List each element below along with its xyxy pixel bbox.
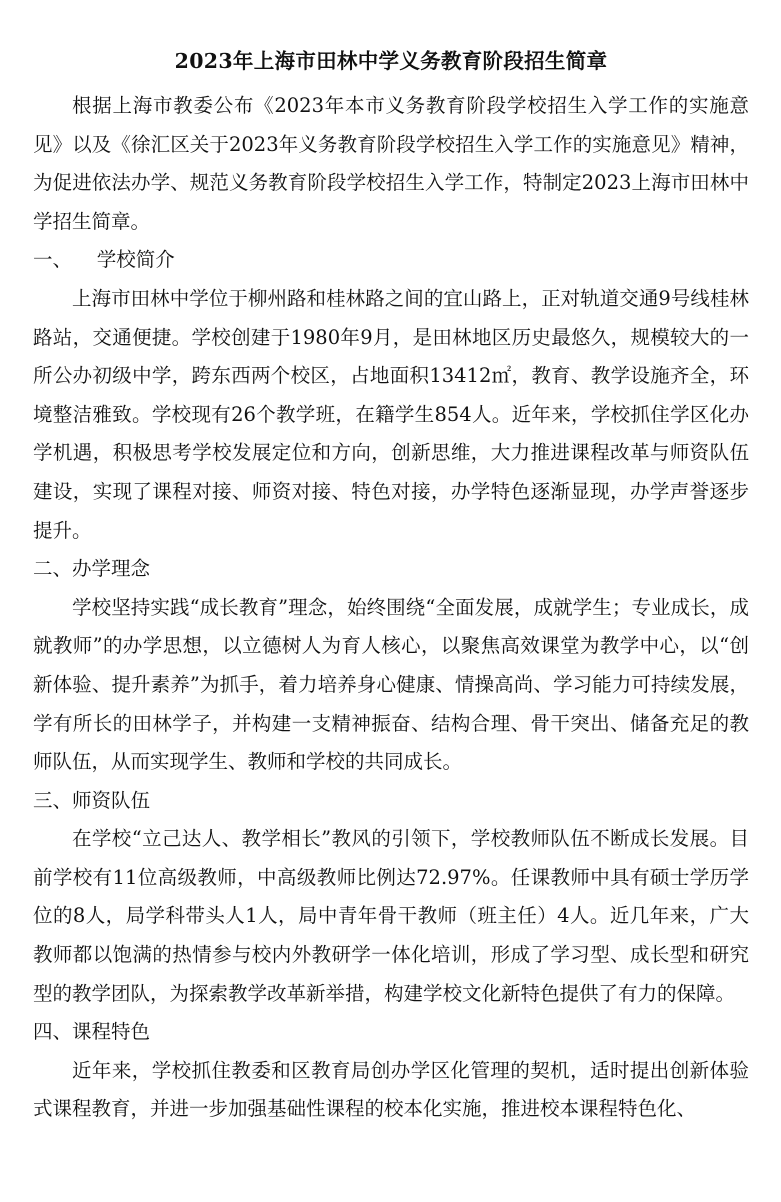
section-body-curriculum: 近年来，学校抓住教委和区教育局创办学区化管理的契机，适时提出创新体验式课程教育，并进一步加强基础性课程的校本化实施，推进校本课程特色化、 <box>33 1058 749 1121</box>
section-philosophy <box>33 550 749 782</box>
section-heading-teachers: 三、师资队伍 <box>33 788 151 812</box>
section-body-philosophy: 学校坚持实践“成长教育”理念，始终围绕“全面发展，成就学生；专业成长，成就教师”的办学思想，以立德树人为育人核心，以聚焦高效课堂为教学中心，以“创新体验、提升素养”为抓手，着力培养身心健康、情操高尚、学习能力可持续发展，学有所长的田林学子，并构建一支精神振奋、结构合理、骨干突出、储备充足的教师队伍，从而实现学生、教师和学校的共同成长。 <box>33 595 749 774</box>
section-teachers <box>33 782 749 1014</box>
document-body <box>33 87 749 1129</box>
section-curriculum <box>33 1013 749 1129</box>
section-heading-curriculum: 四、课程特色 <box>33 1020 151 1044</box>
intro-paragraph: 根据上海市教委公布《2023年本市义务教育阶段学校招生入学工作的实施意见》以及《徐汇区关于2023年义务教育阶段学校招生入学工作的实施意见》精神，为促进依法办学、规范义务教育阶段学校招生入学工作，特制定2023上海市田林中学招生简章。 <box>33 94 749 233</box>
document-page <box>33 0 749 1129</box>
section-heading-philosophy: 二、办学理念 <box>33 557 151 581</box>
document-title: 2023年上海市田林中学义务教育阶段招生简章 <box>174 49 608 73</box>
section-body-teachers: 在学校“立己达人、教学相长”教风的引领下，学校教师队伍不断成长发展。目前学校有11位高级教师，中高级教师比例达72.97%。任课教师中具有硕士学历学位的8人，局学科带头人1人，局中青年骨干教师（班主任）4人。近几年来，广大教师都以饱满的热情参与校内外教研学一体化培训，形成了学习型、成长型和研究型的教学团队，为探索教学改革新举措，构建学校文化新特色提供了有力的保障。 <box>33 827 749 1005</box>
section-heading-school-profile: 一、 学校简介 <box>33 248 175 272</box>
section-school-profile <box>33 241 749 550</box>
section-body-school-profile: 上海市田林中学位于柳州路和桂林路之间的宜山路上，正对轨道交通9号线桂林路站，交通便捷。学校创建于1980年9月，是田林地区历史最悠久，规模较大的一所公办初级中学，跨东西两个校区，占地面积13412㎡，教育、教学设施齐全，环境整洁雅致。学校现有26个教学班，在籍学生854人。近年来，学校抓住学区化办学机遇，积极思考学校发展定位和方向，创新思维，大力推进课程改革与师资队伍建设，实现了课程对接、师资对接、特色对接，办学特色逐渐显现，办学声誉逐步提升。 <box>33 286 749 542</box>
